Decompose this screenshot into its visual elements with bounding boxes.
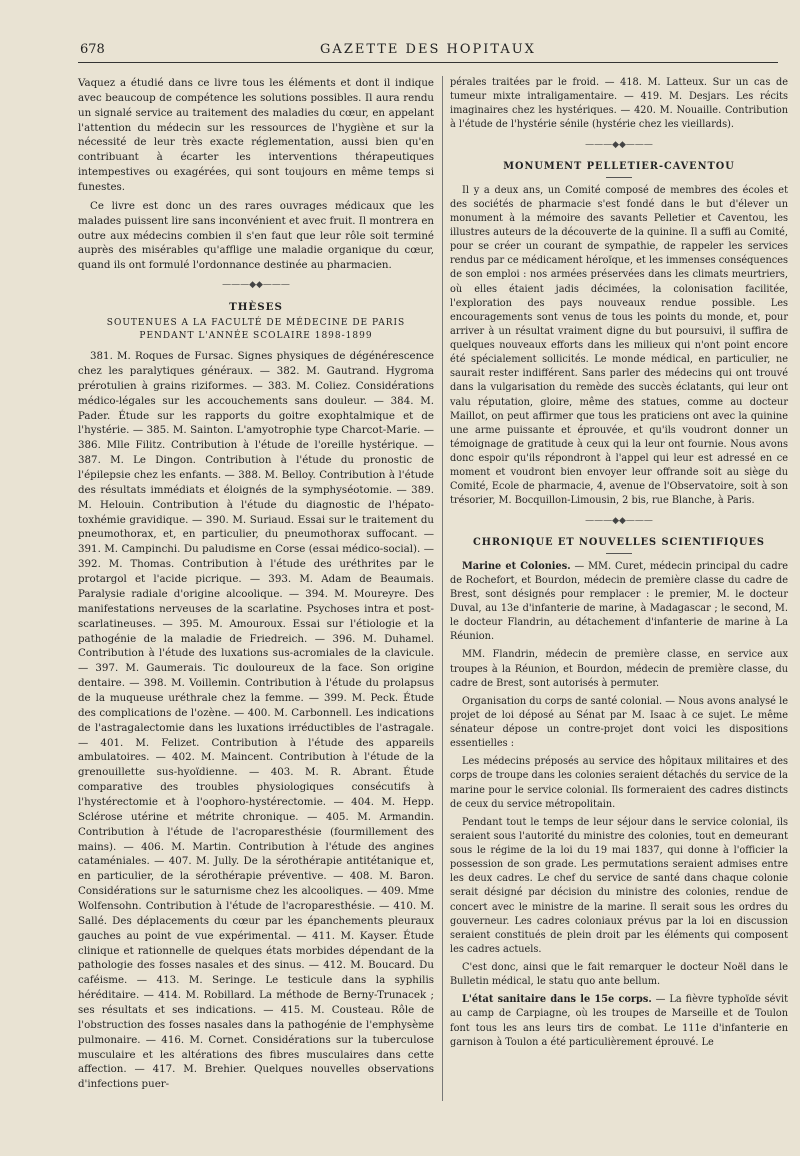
- thesis-entry: 392. M. Thomas. Contribution à l'étude des uréthrites par le protargol et l'acide picrique. —: [78, 558, 434, 586]
- thesis-entry: 412. M. Boucard. Du caféisme. —: [78, 959, 435, 987]
- marine-heading: Marine et Colonies.: [462, 560, 571, 572]
- thesis-entry: 399. M. Peck. Étude des complications de l'ozène. —: [78, 691, 434, 719]
- right-column: [450, 76, 788, 1054]
- thesis-entry: 381. M. Roques de Fursac. Signes physiques de dégénérescence chez les paralytiques généraux. —: [78, 350, 434, 378]
- chronique-paragraph: C'est donc, ainsi que le fait remarquer le docteur Noël dans le Bulletin médical, le statu quo ante bellum.: [450, 962, 788, 988]
- journal-title: GAZETTE DES HOPITAUX: [320, 42, 536, 57]
- thesis-entry: 387. M. Le Dingon. Contribution à l'étude du pronostic de l'épilepsie chez les enfants. —: [78, 454, 434, 482]
- thesis-entry: 403. M. R. Abrant. Étude comparative des troubles physiologiques consécutifs à l'hystérectomie et à l'oophoro-hystérectomie. —: [78, 766, 434, 808]
- section-ornament: ———◆◆———: [222, 280, 290, 291]
- thesis-entry: 390. M. Suriaud. Essai sur le traitement du pneumothorax, et, en particulier, du pneumothorax suffocant. —: [78, 513, 434, 541]
- theses-continued: pérales traitées par le froid. — 418. M. Latteux. Sur un cas de tumeur mixte intraligamentaire. — 419. M. Desjars. Les récits imaginaires chez les hystériques. — 420. M. Nouaille. Contribution à l'étude de l'hystérie sénile (hystérie chez les vieillards).: [450, 77, 788, 131]
- thesis-entry: 393. M. Adam de Beaumais. Paralysie radiale d'origine alcoolique. —: [78, 573, 435, 600]
- monument-text: Il y a deux ans, un Comité composé de membres des écoles et des sociétés de pharmacie s'est fondé dans le but d'élever un monument à la mémoire des savants Pelletier et Caventou, les illustres auteurs de la découverte de la quinine. Il a suffi au Comité, pour se créer un courant de sympathie, de rappeler les services rendus par ce médicament héroïque, et les immenses conséquences de son emploi : nos armées préservées dans les climats meurtriers, où elles étaient jadis décimées, la colonisation facilitée, l'exploration des pays nouveaux rendue possible. Les encouragements sont venus de tous les points du monde, et, pour arriver à un résultat vraiment digne du but poursuivi, il suffira de quelques nouveaux efforts dans les milieux qui n'ont point encore été spécialement sollicités. Le monde médical, en particulier, ne saurait rester indifférent. Sans parler des médecins qui ont trouvé dans la vulgarisation du remède des succès éclatants, qui leur ont valu réputation, gloire, même des statues, comme au docteur Maillot, on peut affirmer que tous les praticiens ont avec la quinine une arme puissante et éprouvée, et qu'ils voudront donner un témoignage de gratitude à ceux qui la leur ont fournie. Nous avons donc espoir qu'ils répondront à l'appel qui leur est adressé en ce moment et voudront bien envoyer leur offrande soit au siège du Comité, Ecole de pharmacie, 4, avenue de l'Observatoire, soit à son trésorier, M. Bocquillon-Limousin, 2 bis, rue Blanche, à Paris.: [450, 184, 788, 507]
- column-divider: [442, 76, 443, 1101]
- thesis-entry: 407. M. Jully. De la sérothérapie antitétanique et, en particulier, de la sérothérapie préventive. —: [78, 855, 434, 883]
- theses-title: THÈSES: [229, 301, 283, 314]
- chronique-paragraph: MM. Flandrin, médecin de première classe, en service aux troupes à la Réunion, et Bourdon, médecin de première classe, du cadre de Brest, sont autorisés à permuter.: [450, 649, 788, 689]
- typhoid-text: — La fièvre typhoïde sévit au camp de Carpiagne, où les troupes de Marseille et de Toulon font tous les ans leurs tirs de combat. Le 111e d'infanterie en garnison à Toulon a été particulièrement éprouvé. Le: [450, 994, 788, 1048]
- marine-paragraph: [450, 560, 788, 645]
- thesis-entry: 417. M. Brehier. Quelques nouvelles observations d'infections puer-: [78, 1063, 435, 1091]
- thesis-entry: 400. M. Carbonnell. Les indications de l'astragalectomie dans les luxations irréductibles de l'astragale. —: [78, 706, 434, 749]
- review-paragraph: Vaquez a étudié dans ce livre tous les éléments et dont il indique avec beaucoup de compétence les solutions possibles. Il aura rendu un signalé service au traitement des maladies du cœur, en appelant l'attention du médecin sur les ressources de l'hygiène et sur la nécessité de leur très exacte réglementation, aussi bien qu'en contribuant à écarter les interventions thérapeutiques intempestives ou exagérées, qui sont toujours en même temps si funestes.: [78, 77, 434, 194]
- thesis-entry: 394. M. Moureyre. Des manifestations nerveuses de la scarlatine. Psychoses intra et post-scarlatineuses. —: [78, 587, 434, 630]
- marine-text: — MM. Curet, médecin principal du cadre de Rochefort, et Bourdon, médecin de première classe du cadre de Brest, sont désignés pour remplacer : le premier, M. le docteur Duval, au 13e d'infanterie de marine, à Madagascar ; le second, M. le docteur Flandrin, au détachement d'infanterie de marine à La Réunion.: [450, 560, 788, 643]
- thesis-entry: 416. M. Cornet. Considérations sur la tuberculose musculaire et les altérations des fibres musculaires dans cette affection. —: [78, 1033, 434, 1076]
- section-ornament: ———◆◆———: [585, 515, 653, 526]
- thesis-entry: 395. M. Amouroux. Essai sur l'étiologie et la pathogénie de la maladie de Friedreich. —: [78, 617, 434, 645]
- monument-title: MONUMENT PELLETIER-CAVENTOU: [503, 160, 735, 172]
- thesis-entry: 402. M. Maincent. Contribution à l'étude de la grenouillette sus-hyoïdienne. —: [78, 751, 434, 779]
- thesis-entry: 410. M. Sallé. Des déplacements du cœur par les épanchements pleuraux gauches au point de vue expérimental. —: [78, 899, 434, 942]
- typhoid-heading: L'état sanitaire dans le 15e corps.: [462, 994, 652, 1006]
- thesis-entry: 408. M. Baron. Considérations sur le saturnisme chez les alcooliques. —: [78, 870, 434, 898]
- thesis-entry: 411. M. Kayser. Étude clinique et rationnelle de quelques états morbides dépendant de la pathologie des fosses nasales et des sinus. —: [78, 929, 434, 972]
- chronique-title: CHRONIQUE ET NOUVELLES SCIENTIFIQUES: [473, 536, 765, 548]
- page-header: [78, 38, 778, 63]
- thesis-entry: 404. M. Hepp. Sclérose utérine et métrite chronique. —: [78, 795, 434, 823]
- thesis-entry: 414. M. Robillard. La méthode de Berny-Trunacek ; ses résultats et ses indications. —: [78, 989, 434, 1016]
- thesis-entry: 406. M. Martin. Contribution à l'étude des angines cataméniales. —: [78, 840, 434, 868]
- review-paragraph: Ce livre est donc un des rares ouvrages médicaux que les malades puissent lire sans inconvénient et avec fruit. Il montrera en outre aux médecins combien il s'en faut que leur rôle soit terminé auprès des misérables qu'afflige une maladie organique du cœur, quand ils ont formulé l'ordonnance destinée au pharmacien.: [78, 199, 434, 272]
- chronique-paragraph: Pendant tout le temps de leur séjour dans le service colonial, ils seraient sous l'autorité du ministre des colonies, tout en demeurant sous le régime de la loi du 19 mai 1837, qui donne à l'officier la possession de son grade. Les permutations seraient admises entre les deux cadres. Le chef du service de santé dans chaque colonie serait désigné par décision du ministre des colonies, rendue de concert avec le ministre de la marine. Il serait sous les ordres du gouverneur. Les cadres coloniaux prévus par la loi en discussion seraient constitués de plein droit par les éléments qui composent les cadres actuels.: [450, 816, 788, 955]
- thesis-entry: 384. M. Pader. Étude sur les rapports du goitre exophtalmique et de l'hystérie. —: [78, 394, 434, 437]
- thesis-entry: 396. M. Duhamel. Contribution à l'étude des luxations sus-acromiales de la clavicule. —: [78, 632, 434, 675]
- theses-list: [78, 349, 434, 1092]
- title-rule: [606, 553, 632, 554]
- section-ornament: ———◆◆———: [585, 139, 653, 150]
- thesis-entry: 389. M. Helouin. Contribution à l'étude du diagnostic de l'hépato-toxhémie gravidique. —: [78, 483, 434, 526]
- thesis-entry: 388. M. Belloy. Contribution à l'étude des résultats immédiats et éloignés de la symphyséotomie. —: [78, 469, 435, 496]
- thesis-entry: 382. M. Gautrand. Hygroma prérotulien à grains riziformes. —: [78, 365, 435, 392]
- thesis-entry: 401. M. Felizet. Contribution à l'étude des appareils ambulatoires. —: [78, 736, 435, 764]
- thesis-entry: 397. M. Gaumerais. Tic douloureux de la face. Son origine dentaire. —: [78, 662, 434, 690]
- thesis-entry: 413. M. Seringe. Le testicule dans la syphilis héréditaire. —: [78, 974, 434, 1002]
- thesis-entry: 398. M. Voillemin. Contribution à l'étude du prolapsus de la muqueuse uréthrale chez la femme. —: [78, 677, 434, 704]
- thesis-entry: 391. M. Campinchi. Du paludisme en Corse (essai médico-social). —: [78, 543, 434, 556]
- thesis-entry: 385. M. Sainton. L'amyotrophie type Charcot-Marie. —: [146, 424, 434, 437]
- thesis-entry: 409. Mme Wolfensohn. Contribution à l'étude de l'acroparesthésie. —: [78, 885, 434, 912]
- theses-subtitle-year: PENDANT L'ANNÉE SCOLAIRE 1898-1899: [139, 331, 373, 342]
- thesis-entry: 415. M. Cousteau. Rôle de l'obstruction des fosses nasales dans la pathogénie de l'emphysème pulmonaire. —: [78, 1003, 435, 1046]
- thesis-entry: 405. M. Armandin. Contribution à l'étude de l'acroparesthésie (fourmillement des mains). —: [78, 810, 434, 853]
- left-column: [78, 76, 434, 1096]
- chronique-paragraph: Organisation du corps de santé colonial. — Nous avons analysé le projet de loi déposé au Sénat par M. Isaac à ce sujet. Le même sénateur dépose un contre-projet dont voici les dispositions essentielles :: [450, 695, 788, 750]
- theses-subtitle: SOUTENUES A LA FACULTÉ DE MÉDECINE DE PARIS: [106, 318, 406, 329]
- page-number: 678: [80, 42, 105, 57]
- title-rule: [606, 177, 632, 178]
- thesis-entry: 383. M. Coliez. Considérations médico-légales sur les accouchements sans douleur. —: [78, 379, 434, 407]
- typhoid-paragraph: [450, 993, 788, 1050]
- chronique-paragraph: Les médecins préposés au service des hôpitaux militaires et des corps de troupe dans les colonies seraient détachés du service de la marine pour le service colonial. Ils formeraient des cadres distincts de ceux du service métropolitain.: [450, 756, 788, 810]
- thesis-entry: 386. Mlle Filitz. Contribution à l'étude de l'oreille hystérique. —: [78, 439, 434, 452]
